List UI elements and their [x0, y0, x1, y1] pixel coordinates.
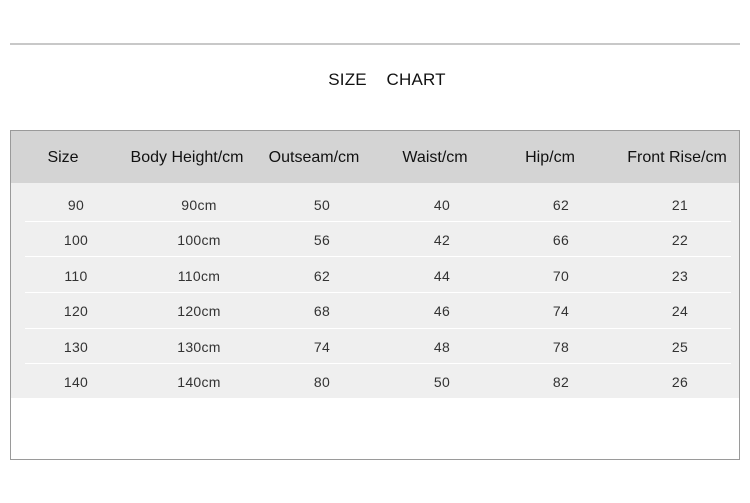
table-header-row: [11, 131, 739, 183]
table-row: [11, 258, 739, 293]
chart-title: SIZE CHART: [328, 70, 446, 89]
cell-hip: 66: [552, 232, 570, 248]
cell-size: 90: [67, 197, 85, 213]
header-waist: Waist/cm: [402, 149, 468, 166]
cell-hip: 70: [552, 268, 570, 284]
cell-outseam: 68: [313, 303, 331, 319]
table-row: [11, 293, 739, 328]
cell-front-rise: 22: [671, 232, 689, 248]
cell-front-rise: 23: [671, 268, 689, 284]
cell-hip: 82: [552, 374, 570, 390]
cell-hip: 62: [552, 197, 570, 213]
cell-size: 120: [63, 303, 89, 319]
cell-front-rise: 21: [671, 197, 689, 213]
header-body-height: Body Height/cm: [130, 149, 244, 166]
table-body: [11, 183, 739, 398]
table-row: [11, 222, 739, 257]
cell-size: 100: [63, 232, 89, 248]
cell-waist: 50: [433, 374, 451, 390]
header-outseam: Outseam/cm: [268, 149, 360, 166]
cell-outseam: 80: [313, 374, 331, 390]
row-divider: [25, 256, 731, 257]
header-front-rise: Front Rise/cm: [627, 149, 727, 166]
header-size: Size: [47, 149, 79, 166]
cell-outseam: 74: [313, 339, 331, 355]
table-row: [11, 329, 739, 364]
cell-size: 130: [63, 339, 89, 355]
cell-body-height: 140cm: [177, 374, 221, 390]
cell-hip: 78: [552, 339, 570, 355]
table-row: [11, 364, 739, 399]
cell-size: 140: [63, 374, 89, 390]
cell-waist: 46: [433, 303, 451, 319]
size-chart-table: [10, 130, 740, 460]
cell-size: 110: [64, 268, 88, 284]
table-row: [11, 187, 739, 222]
cell-outseam: 62: [313, 268, 331, 284]
cell-waist: 42: [433, 232, 451, 248]
cell-front-rise: 25: [671, 339, 689, 355]
cell-front-rise: 26: [671, 374, 689, 390]
cell-hip: 74: [552, 303, 570, 319]
cell-body-height: 130cm: [177, 339, 221, 355]
header-hip: Hip/cm: [525, 149, 575, 166]
cell-body-height: 120cm: [177, 303, 221, 319]
cell-outseam: 50: [313, 197, 331, 213]
cell-body-height: 90cm: [181, 197, 217, 213]
cell-waist: 48: [433, 339, 451, 355]
cell-waist: 40: [433, 197, 451, 213]
top-divider: [10, 43, 740, 45]
cell-front-rise: 24: [671, 303, 689, 319]
cell-body-height: 100cm: [177, 232, 221, 248]
cell-waist: 44: [433, 268, 451, 284]
cell-body-height: 110cm: [177, 268, 221, 284]
cell-outseam: 56: [313, 232, 331, 248]
